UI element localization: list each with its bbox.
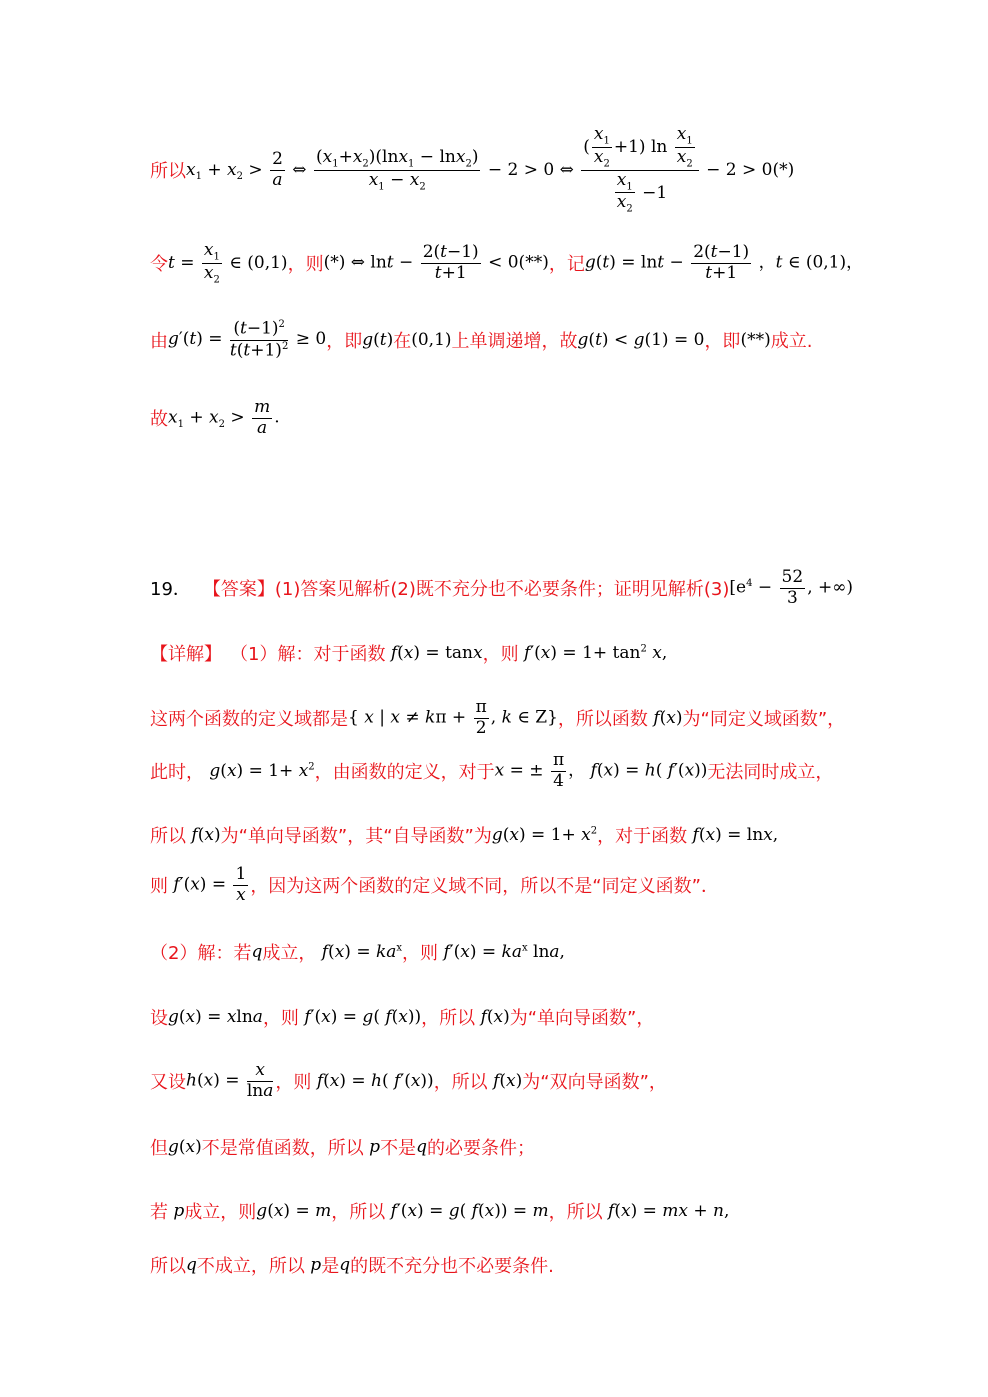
p6-f: $f(x) = ka^x$ bbox=[321, 942, 403, 962]
detail-line-1 bbox=[150, 638, 667, 668]
p9-d: 的必要条件； bbox=[426, 1138, 535, 1159]
detail-line-7 bbox=[150, 1002, 654, 1032]
p1-then: ，则 bbox=[482, 644, 519, 665]
line-2-then: ，则 bbox=[287, 254, 324, 275]
p10-d: ，所以 bbox=[548, 1202, 603, 1223]
p2-b: ，所以函数 bbox=[557, 709, 648, 730]
line-2-math-a: t = $\frac{x_1}{x_2}$ ∈ (0,1) bbox=[168, 239, 288, 285]
p10-p: p bbox=[168, 1201, 185, 1221]
p9-q: q bbox=[416, 1137, 427, 1157]
p4-f: f(x) bbox=[191, 825, 221, 845]
line-3-ineq: g(t) < g(1) = 0 bbox=[577, 330, 705, 350]
p8-b: ，则 bbox=[275, 1072, 312, 1093]
p5-a: 则 bbox=[150, 876, 168, 897]
p4-b: 为“单向导函数”，其“自导函数”为 bbox=[220, 826, 492, 847]
p7-c: ，所以 bbox=[421, 1008, 476, 1029]
p11-a: 所以 bbox=[150, 1256, 186, 1277]
p9-g: g(x) bbox=[168, 1137, 202, 1157]
p11-d: 的既不充分也不必要条件. bbox=[350, 1256, 554, 1277]
detail-line-8 bbox=[150, 1058, 667, 1104]
p1-fprime: $f'(x) = 1+ \tan^2 x$, bbox=[524, 643, 668, 663]
detail-line-5 bbox=[150, 862, 719, 908]
p10-b: 成立，则 bbox=[184, 1202, 257, 1223]
p9-a: 但 bbox=[150, 1138, 168, 1159]
p6-c: ，则 bbox=[402, 943, 439, 964]
line-3-end: 成立. bbox=[770, 331, 813, 352]
line-4-prefix: 故 bbox=[150, 409, 168, 430]
p10-c: ，所以 bbox=[331, 1202, 386, 1223]
p9-p: p bbox=[363, 1137, 381, 1157]
line-3-mid3: 上单调递增，故 bbox=[451, 331, 578, 352]
p8-d: 为“双向导函数”， bbox=[522, 1072, 667, 1093]
p4-g: $g(x) = 1+ x^2$ bbox=[491, 825, 598, 845]
detail-line-3 bbox=[150, 748, 833, 794]
detail-line-4 bbox=[150, 820, 778, 850]
p7-fprime: f′(x) = g( f(x)) bbox=[304, 1007, 422, 1027]
line-3-mid1: ，即 bbox=[326, 331, 363, 352]
p4-c: ，对于函数 bbox=[597, 826, 688, 847]
line-3-interval: (0,1) bbox=[411, 330, 452, 350]
line-3-prefix: 由 bbox=[150, 331, 168, 352]
line-2-prefix: 令 bbox=[150, 254, 168, 275]
p11-b: 不成立，所以 bbox=[196, 1256, 305, 1277]
p2-f: f(x) bbox=[653, 708, 683, 728]
line-1 bbox=[150, 120, 794, 220]
p4-a: 所以 bbox=[150, 826, 186, 847]
line-4-math: $x_1 + x_2$ > $\frac{m}{a}$ . bbox=[168, 396, 280, 438]
p10-f: f(x) = mx + n, bbox=[608, 1201, 730, 1221]
p3-c: 无法同时成立， bbox=[707, 762, 834, 783]
p11-q: q bbox=[186, 1255, 197, 1275]
p7-b: ，则 bbox=[262, 1008, 299, 1029]
p6-q: q bbox=[251, 942, 263, 962]
p7-a: 设 bbox=[150, 1008, 168, 1029]
p11-p: p bbox=[304, 1255, 322, 1275]
q19-answer: 【答案】(1)答案见解析(2)既不充分也不必要条件；证明见解析(3) bbox=[202, 579, 730, 600]
line-3-star: (**) bbox=[740, 330, 771, 350]
p6-b: 成立， bbox=[262, 943, 317, 964]
p5-fprime: f′(x) = $\frac{1}{x}$ bbox=[173, 863, 247, 905]
p8-a: 又设 bbox=[150, 1072, 186, 1093]
p10-fprime: f′(x) = g( f(x)) = m bbox=[390, 1201, 549, 1221]
p8-f2: f(x) bbox=[493, 1071, 523, 1091]
p8-h: h(x) = $\frac{x}{\ln a}$ bbox=[186, 1059, 274, 1101]
p7-f: f(x) bbox=[480, 1007, 510, 1027]
p7-g: g(x) = xlna bbox=[168, 1007, 263, 1027]
line-1-prefix: 所以 bbox=[150, 161, 186, 182]
p5-b: ，因为这两个函数的定义域不同，所以不是“同定义函数”． bbox=[250, 876, 719, 897]
p8-c: ，所以 bbox=[433, 1072, 488, 1093]
p11-q2: q bbox=[339, 1255, 351, 1275]
p9-b: 不是常值函数，所以 bbox=[201, 1138, 364, 1159]
p11-c: 是 bbox=[321, 1256, 340, 1277]
p2-c: 为“同定义域函数”， bbox=[682, 709, 846, 730]
p2-a: 这两个函数的定义域都是 bbox=[150, 709, 348, 730]
detail-line-6 bbox=[150, 937, 565, 967]
p3-g: $g(x) = 1+ x^2$ bbox=[209, 761, 315, 781]
detail-line-10 bbox=[150, 1196, 729, 1226]
line-3-mid2: 在 bbox=[393, 331, 412, 352]
p10-g: g(x) = m bbox=[256, 1201, 332, 1221]
line-3-gt: g(t) bbox=[362, 330, 394, 350]
p3-b: ，由函数的定义，对于 bbox=[314, 762, 495, 783]
q19-answer-line bbox=[150, 565, 853, 611]
detail-line-11 bbox=[150, 1250, 554, 1280]
p9-c: 不是 bbox=[380, 1138, 417, 1159]
p2-domain: { x | x ≠ kπ + $\frac{\pi}{2}$ , k ∈ Z} bbox=[348, 696, 558, 738]
q19-number: 19． bbox=[150, 579, 191, 600]
line-2-note: ，记 bbox=[548, 254, 585, 275]
line-3-mid4: ，即 bbox=[704, 331, 741, 352]
p1-f: f(x) = tanx bbox=[390, 643, 483, 663]
q19-answer-math: [$e^4$ − $\frac{52}{3}$ , +∞) bbox=[729, 566, 854, 608]
p10-a: 若 bbox=[150, 1202, 168, 1223]
p3-a: 此时， bbox=[150, 762, 204, 783]
line-4 bbox=[150, 395, 280, 441]
p1-intro: （1）解：对于函数 bbox=[230, 644, 386, 665]
line-1-math: $x_1 + x_2$ > $\frac{2}{a}$ ⇔ $\frac{(x_1+x_2)(\ln x_1 - \ln x_2)}{x_1 - x_2}$ − 2 > 0 ⇔ ( $\frac{x_1}{x_2}$ +1) ln $\frac{x_1}{x_2}$ $\frac{x_1}{x_2}$ −1 − 2 > 0(*) bbox=[186, 123, 795, 215]
p4-ln: f(x) = lnx, bbox=[692, 825, 779, 845]
p7-d: 为“单向导函数”， bbox=[509, 1008, 655, 1029]
detail-line-9 bbox=[150, 1132, 535, 1162]
line-3 bbox=[150, 314, 812, 366]
p3-x: x = ± $\frac{\pi}{4}$ ， f(x) = h( f′(x)) bbox=[494, 749, 708, 791]
line-2-math-c: g(t) = lnt − $\frac{2(t-1)}{t+1}$ ，t ∈ (0,1)， bbox=[584, 241, 864, 283]
line-2 bbox=[150, 238, 863, 288]
p6-a: （2）解：若 bbox=[150, 943, 252, 964]
detail-line-2 bbox=[150, 695, 845, 741]
detail-label: 【详解】 bbox=[150, 644, 222, 665]
line-3-math-a: g′(t) = $\frac{(t-1)^2}{t(t+1)^2}$ ≥ 0 bbox=[168, 318, 327, 361]
p8-f: f(x) = h( f′(x)) bbox=[316, 1071, 434, 1091]
line-2-math-b: (*) ⇔ lnt − $\frac{2(t-1)}{t+1}$ < 0(**) bbox=[323, 241, 549, 283]
p6-fprime: $f'(x) = ka^x$ lna, bbox=[443, 942, 565, 962]
